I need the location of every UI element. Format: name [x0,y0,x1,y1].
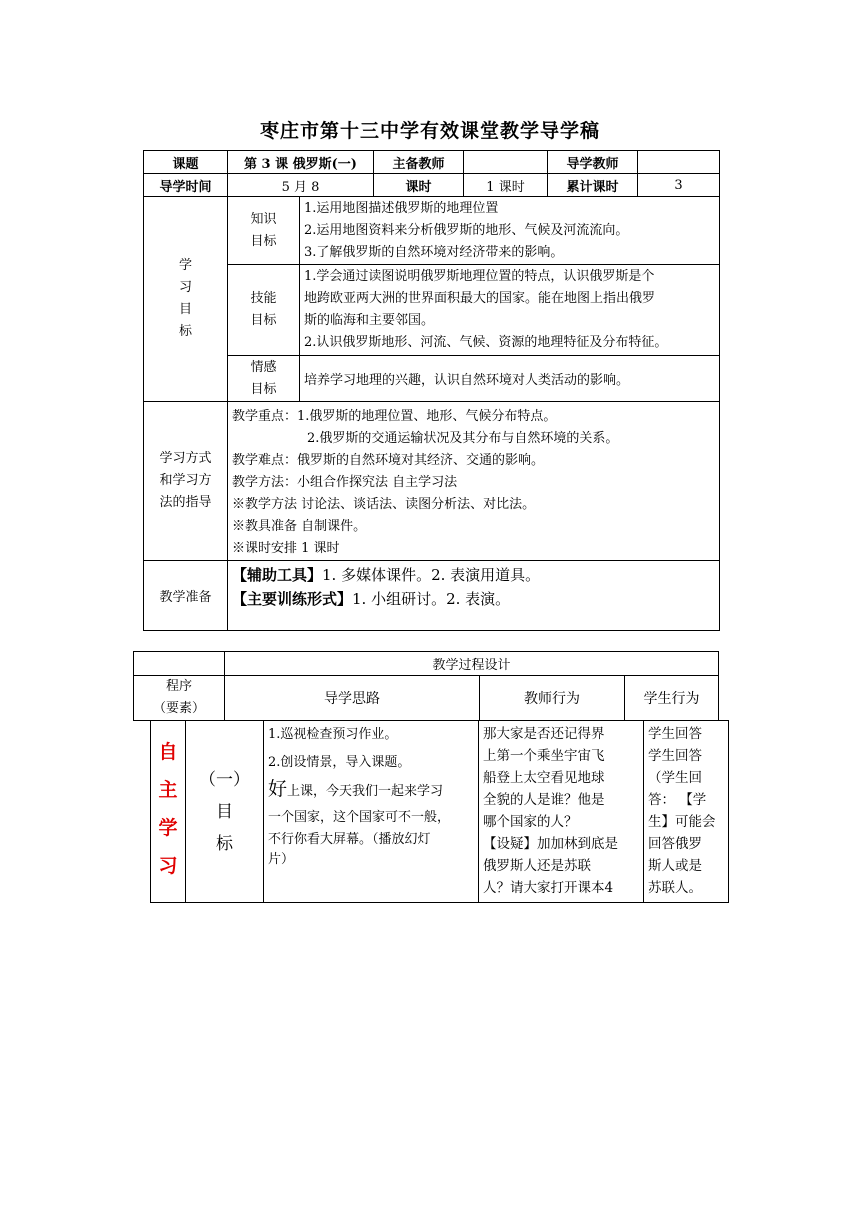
section-label: （一） 目 标 [186,721,264,903]
aux-tools-label: 【辅助工具】 [232,566,323,584]
main-teacher-value [464,151,548,174]
emotion-goal-content: 培养学习地理的兴趣，认识自然环境对人类活动的影响。 [300,356,720,402]
preparation-content [228,561,720,631]
page-title: 枣庄市第十三中学有效课堂教学导学稿 [259,120,600,142]
idea-content: 1.巡视检查预习作业。 2.创设情景，导入课题。 好上课，今天我们一起来学习 一个国家，这个国家可不一般， 不行你看大屏幕。（播放幻灯 片） [264,721,479,903]
main-teacher-label: 主备教师 [374,151,464,174]
process-header-table [133,651,719,721]
student-action-header: 学生行为 [625,676,719,721]
process-blank-cell [134,652,225,676]
methods-label: 学习方式 和学习方 法的指导 [144,402,228,561]
guide-teacher-value [638,151,720,174]
teacher-action-header: 教师行为 [480,676,625,721]
skill-goal-label: 技能 目标 [228,265,300,356]
knowledge-goal-label: 知识 目标 [228,197,300,265]
objectives-table [143,196,720,631]
lesson-info-table [143,150,720,197]
stage-label: 自 主 学 习 [151,721,186,903]
process-row-table [150,720,729,903]
topic-value: 第 3 课 俄罗斯(一) [228,151,374,174]
program-header: 程序 （要素） [134,676,225,721]
idea-header: 导学思路 [225,676,480,721]
student-action-content: 学生回答 学生回答 （学生回 答： 【学 生】可能会 回答俄罗 斯人或是 苏联人。 [644,721,729,903]
total-value: 3 [638,174,720,197]
period-value: 1 课时 [464,174,548,197]
aux-tools-text: 1. 多媒体课件。2. 表演用道具。 [322,566,541,584]
training-form-label: 【主要训练形式】 [232,590,353,608]
process-title: 教学过程设计 [225,652,719,676]
skill-goal-content: 1.学会通过读图说明俄罗斯地理位置的特点，认识俄罗斯是个 地跨欧亚两大洲的世界面积最大的国家。能在地图上指出俄罗 斯的临海和主要邻国。 2.认识俄罗斯地形、河流、气候、资源的地理特征及分布特征。 [300,265,720,356]
objectives-label: 学 习 目 标 [144,197,228,402]
guide-teacher-label: 导学教师 [548,151,638,174]
emotion-goal-label: 情感 目标 [228,356,300,402]
preparation-label: 教学准备 [144,561,228,631]
time-label: 导学时间 [144,174,228,197]
training-form-text: 1. 小组研讨。2. 表演。 [352,590,511,608]
time-value: 5 月 8 [228,174,374,197]
teacher-action-content: 那大家是否还记得界 上第一个乘坐宇宙飞 船登上太空看见地球 全貌的人是谁？他是 哪个国家的人？ 【设疑】加加林到底是 俄罗斯人还是苏联 人？请大家打开课本4 [479,721,644,903]
knowledge-goal-content: 1.运用地图描述俄罗斯的地理位置 2.运用地图资料来分析俄罗斯的地形、气候及河流流向。 3.了解俄罗斯的自然环境对经济带来的影响。 [300,197,720,265]
total-label: 累计课时 [548,174,638,197]
topic-label: 课题 [144,151,228,174]
period-label: 课时 [374,174,464,197]
methods-content: 教学重点：1.俄罗斯的地理位置、地形、气候分布特点。 2.俄罗斯的交通运输状况及其分布与自然环境的关系。 教学难点：俄罗斯的自然环境对其经济、交通的影响。 教学方法：小组合作探究法 自主学习法 ※教学方法 讨论法、谈话法、读图分析法、对比法。 ※教具准备 自制课件。 ※课时安排 1 课时 [228,402,720,561]
